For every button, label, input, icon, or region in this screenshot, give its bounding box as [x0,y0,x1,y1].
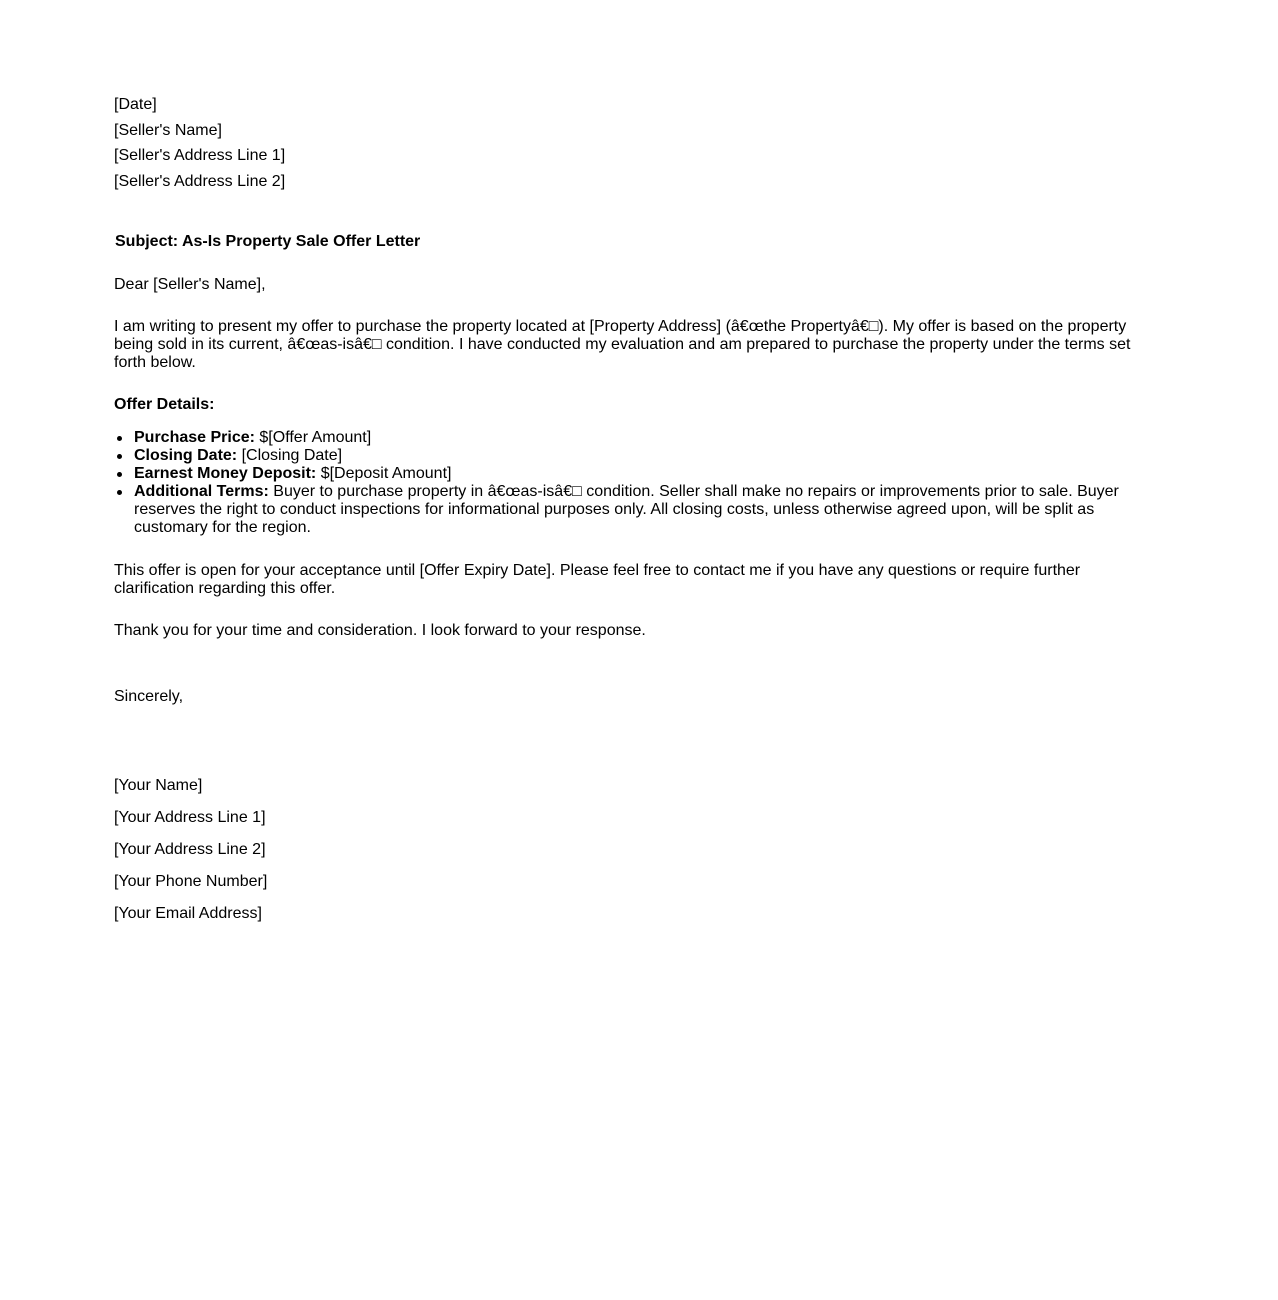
offer-item-label: Purchase Price: [134,429,255,446]
seller-name-line: [Seller's Name] [114,122,222,139]
signature-phone: [Your Phone Number] [114,873,268,890]
signature-address-line-2: [Your Address Line 2] [114,841,266,858]
offer-item-label: Additional Terms: [134,483,269,500]
offer-item-label: Earnest Money Deposit: [134,465,317,482]
expiry-paragraph: This offer is open for your acceptance until [Offer Expiry Date]. Please feel free to contact me if you have any questions or require further clarification regarding this offer. [114,562,1081,597]
offer-details-heading: Offer Details: [114,396,215,413]
salutation: Dear [Seller's Name], [114,276,266,293]
offer-item-earnest-money [134,465,1144,483]
signature-email: [Your Email Address] [114,905,262,922]
subject-line: Subject: As-Is Property Sale Offer Letter [115,233,421,250]
offer-item-value: $[Offer Amount] [254,429,372,446]
seller-address-line-1: [Seller's Address Line 1] [114,147,286,164]
intro-paragraph: I am writing to present my offer to purchase the property located at [Property Address] (â€œthe Propertyâ€□). My offer is based on the property being sold in its current, â€œas-isâ€□ condition. I have conducted my evaluation and am prepared to purchase the property under the terms set forth below. [114,318,1131,371]
offer-item-closing-date [134,447,1144,465]
offer-item-purchase-price [134,429,1144,447]
signature-address-line-1: [Your Address Line 1] [114,809,266,826]
offer-item-value: [Closing Date] [237,447,343,464]
offer-item-value: Buyer to purchase property in â€œas-isâ€□ condition. Seller shall make no repairs or improvements prior to sale. Buyer reserves the right to conduct inspections for informational purposes only. All closing costs, unless otherwise agreed upon, will be split as customary for the region. [134,483,1119,536]
signature-name: [Your Name] [114,777,203,794]
offer-details-list [114,429,1144,537]
date-line: [Date] [114,96,157,113]
offer-item-label: Closing Date: [134,447,238,464]
thanks-paragraph: Thank you for your time and consideration. I look forward to your response. [114,622,646,639]
seller-address-line-2: [Seller's Address Line 2] [114,173,286,190]
closing-line: Sincerely, [114,688,184,705]
offer-item-additional-terms [134,483,1144,537]
offer-item-value: $[Deposit Amount] [316,465,452,482]
